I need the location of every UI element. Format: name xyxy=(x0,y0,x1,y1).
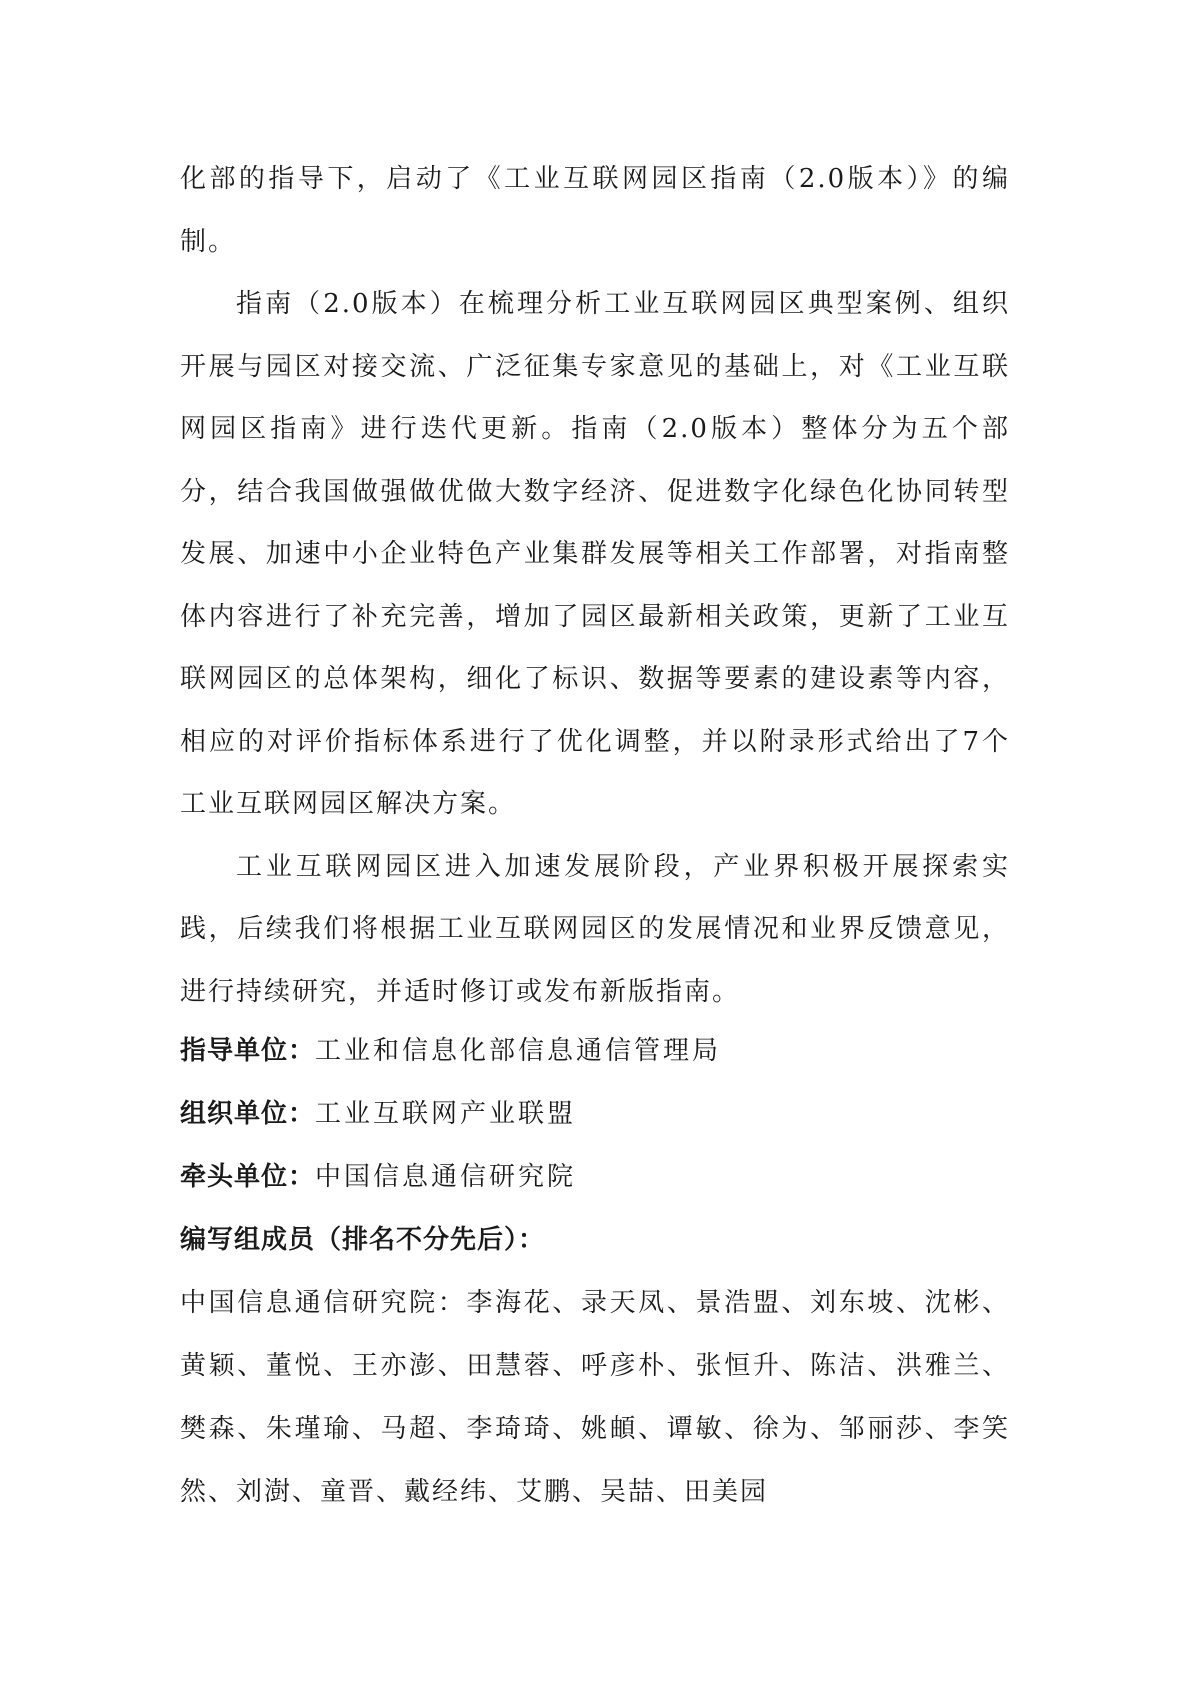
paragraph-guide-overview: 指南（2.0版本）在梳理分析工业互联网园区典型案例、组织开展与园区对接交流、广泛征集专家意见的基础上，对《工业互联网园区指南》进行迭代更新。指南（2.0版本）整体分为五个部分，结合我国做强做优做大数字经济、促进数字化绿色化协同转型发展、加速中小企业特色产业集群发展等相关工作部署，对指南整体内容进行了补充完善，增加了园区最新相关政策，更新了工业互联网园区的总体架构，细化了标识、数据等要素的建设素等内容，相应的对评价指标体系进行了优化调整，并以附录形式给出了7个工业互联网园区解决方案。 xyxy=(180,289,1010,819)
members-heading: 编写组成员（排名不分先后）： xyxy=(180,1225,546,1255)
paragraph-continuation: 化部的指导下，启动了《工业互联网园区指南（2.0版本）》的编制。 xyxy=(180,164,1010,257)
lead-unit-value: 中国信息通信研究院 xyxy=(315,1162,577,1192)
guide-unit-value: 工业和信息化部信息通信管理局 xyxy=(315,1036,722,1066)
organizing-unit-line xyxy=(180,1083,1010,1146)
preface-body xyxy=(180,148,1010,1023)
members-heading-line xyxy=(180,1209,1010,1272)
organizing-unit-label: 组织单位： xyxy=(180,1099,316,1129)
lead-unit-label: 牵头单位： xyxy=(180,1162,316,1192)
organizing-unit-value: 工业互联网产业联盟 xyxy=(315,1099,577,1129)
credits-section xyxy=(180,1020,1010,1524)
guide-unit-line xyxy=(180,1020,1010,1083)
guide-unit-label: 指导单位： xyxy=(180,1036,316,1066)
members-list: 中国信息通信研究院：李海花、录天凤、景浩盟、刘东坡、沈彬、黄颖、董悦、王亦澎、田慧蓉、呼彦朴、张恒升、陈洁、洪雅兰、樊森、朱瑾瑜、马超、李琦琦、姚頔、谭敏、徐为、邹丽莎、李笑然、刘澍、童晋、戴经纬、艾鹏、吴喆、田美园 xyxy=(180,1288,1010,1507)
lead-unit-line xyxy=(180,1146,1010,1209)
paragraph-future-work: 工业互联网园区进入加速发展阶段，产业界积极开展探索实践，后续我们将根据工业互联网园区的发展情况和业界反馈意见，进行持续研究，并适时修订或发布新版指南。 xyxy=(180,851,1010,1007)
